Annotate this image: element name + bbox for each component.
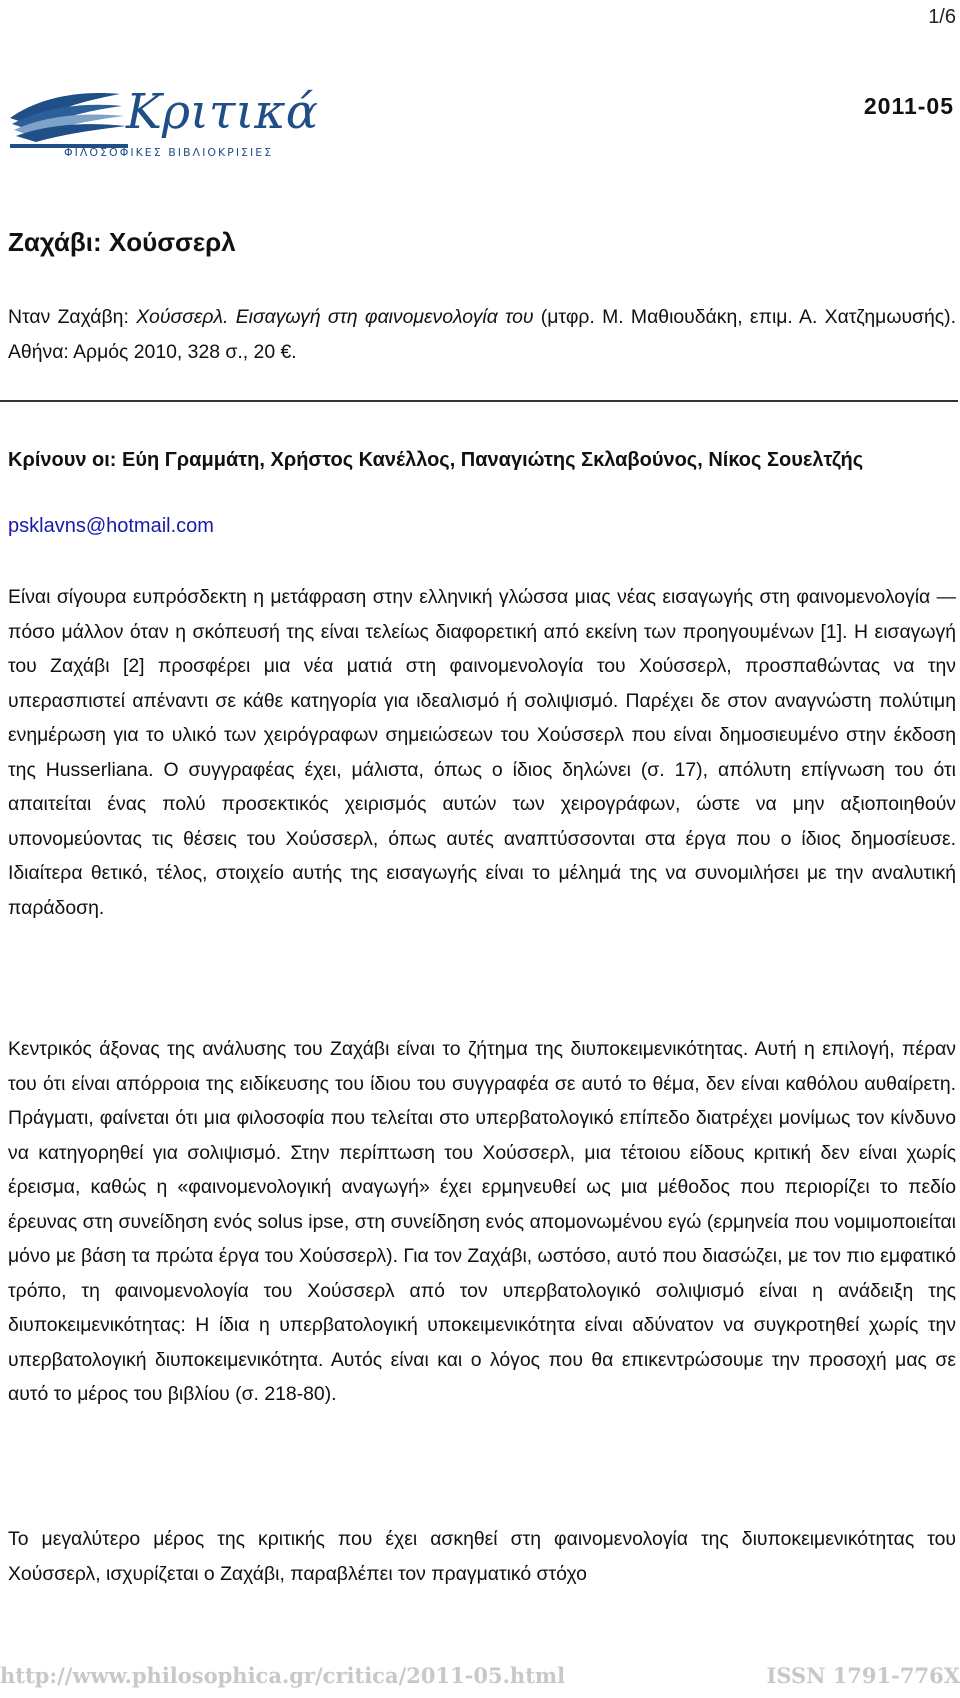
book-details: (μτφρ. Μ. Μαθιουδάκη, επιμ. Α. Χατζημωυσής). Αθήνα: Αρμός 2010, 328 σ., 20 €. (8, 306, 956, 363)
page-title: Ζαχάβι: Χούσσερλ (8, 227, 236, 257)
kritika-logo (8, 78, 328, 160)
reviewers: Κρίνουν οι: Εύη Γραμμάτη, Χρήστος Κανέλλος, Παναγιώτης Σκλαβούνος, Νίκος Σουελτζής (8, 449, 864, 471)
footer-issn: ISSN 1791-776X (766, 1663, 960, 1688)
issue-date: 2011-05 (863, 93, 954, 119)
book-bibliography (8, 300, 956, 369)
logo-wordmark: Κριτικά (126, 84, 319, 140)
contact-email-link[interactable]: psklavns@hotmail.com (8, 515, 214, 537)
book-author: Νταν Ζαχάβη: (8, 306, 137, 328)
body-paragraph-2: Κεντρικός άξονας της ανάλυσης του Ζαχάβι είναι το ζήτημα της διυποκειμενικότητας. Αυτή η επιλογή, πέραν του ότι είναι απόρροια της ειδίκευσης του ίδιου του συγγραφέα σε αυτό το θέμα, δεν είναι καθόλου αυθαίρετη. Πράγματι, φαίνεται ότι μια φιλοσοφία που τελείται στο υπερβατολογικό επίπεδο διατρέχει μονίμως τον κίνδυνο να κατηγορηθεί για σολιψισμό. Στην περίπτωση του Χούσσερλ, μια τέτοιου είδους κριτική δεν είναι χωρίς έρεισμα, καθώς η «φαινομενολογική αναγωγή» έχει ερμηνευθεί ως μια μέθοδος που περιορίζει το πεδίο έρευνας στη συνείδηση ενός solus ipse, στη συνείδηση ενός απομονωμένου εγώ (ερμηνεία που νομιμοποιείται μόνο με βάση τα πρώτα έργα του Χούσσερλ). Για τον Ζαχάβι, ωστόσο, αυτό που διασώζει, με τον πιο εμφατικό τρόπο, τη φαινομενολογία του Χούσσερλ από τον υπερβατολογικό σολιψισμό είναι η ανάδειξη της διυποκειμενικότητας: Η ίδια η υπερβατολογική υποκειμενικότητα είναι αδύνατον να συγκροτηθεί χωρίς την υπερβατολογική διυποκειμενικότητα. Αυτός είναι και ο λόγος που θα επικεντρώσουμε την προσοχή μας σε αυτό το μέρος του βιβλίου (σ. 218-80). (8, 1038, 956, 1405)
page-number: 1/6 (928, 6, 956, 28)
logo-tagline: ΦΙΛΟΣΟΦΙΚΕΣ ΒΙΒΛΙΟΚΡΙΣΙΕΣ (64, 146, 274, 159)
book-wave-icon (10, 93, 128, 148)
body-paragraph-3: Το μεγαλύτερο μέρος της κριτικής που έχει ασκηθεί στη φαινομενολογία της διυποκειμενικότητας του Χούσσερλ, ισχυρίζεται ο Ζαχάβι, παραβλέπει τον πραγματικό στόχο (8, 1528, 956, 1585)
body-paragraph-1: Είναι σίγουρα ευπρόσδεκτη η μετάφραση στην ελληνική γλώσσα μιας νέας εισαγωγής στη φαινομενολογία — πόσο μάλλον όταν η σκόπευσή της είναι τελείως διαφορετική από εκείνη των προηγουμένων [1]. Η εισαγωγή του Ζαχάβι [2] προσφέρει μια νέα ματιά στη φαινομενολογία του Χούσσερλ, προσπαθώντας να την υπερασπιστεί απέναντι σε κάθε κατηγορία για ιδεαλισμό ή σολιψισμό. Παρέχει δε στον αναγνώστη πολύτιμη ενημέρωση για το υλικό των χειρόγραφων σημειώσεων του Χούσσερλ που είναι δημοσιευμένο στην έκδοση της Husserliana. Ο συγγραφέας έχει, μάλιστα, όπως ο ίδιος δηλώνει (σ. 17), απόλυτη επίγνωση του ότι απαιτείται ένας πολύ προσεκτικός χειρισμός αυτών των χειρογράφων, ώστε να μην αξιοποιηθούν υπονομεύοντας τις θέσεις του Χούσσερλ, όπως αυτές αναπτύσσονται στα έργα που ο ίδιος δημοσίευσε. Ιδιαίτερα θετικό, τέλος, στοιχείο αυτής της εισαγωγής είναι το μέλημά της να συνομιλήσει με την αναλυτική παράδοση. (8, 586, 956, 919)
horizontal-divider (0, 400, 958, 402)
footer-url: http://www.philosophica.gr/critica/2011-05.html (0, 1663, 566, 1688)
book-title: Χούσσερλ. Εισαγωγή στη φαινομενολογία του (136, 306, 534, 328)
